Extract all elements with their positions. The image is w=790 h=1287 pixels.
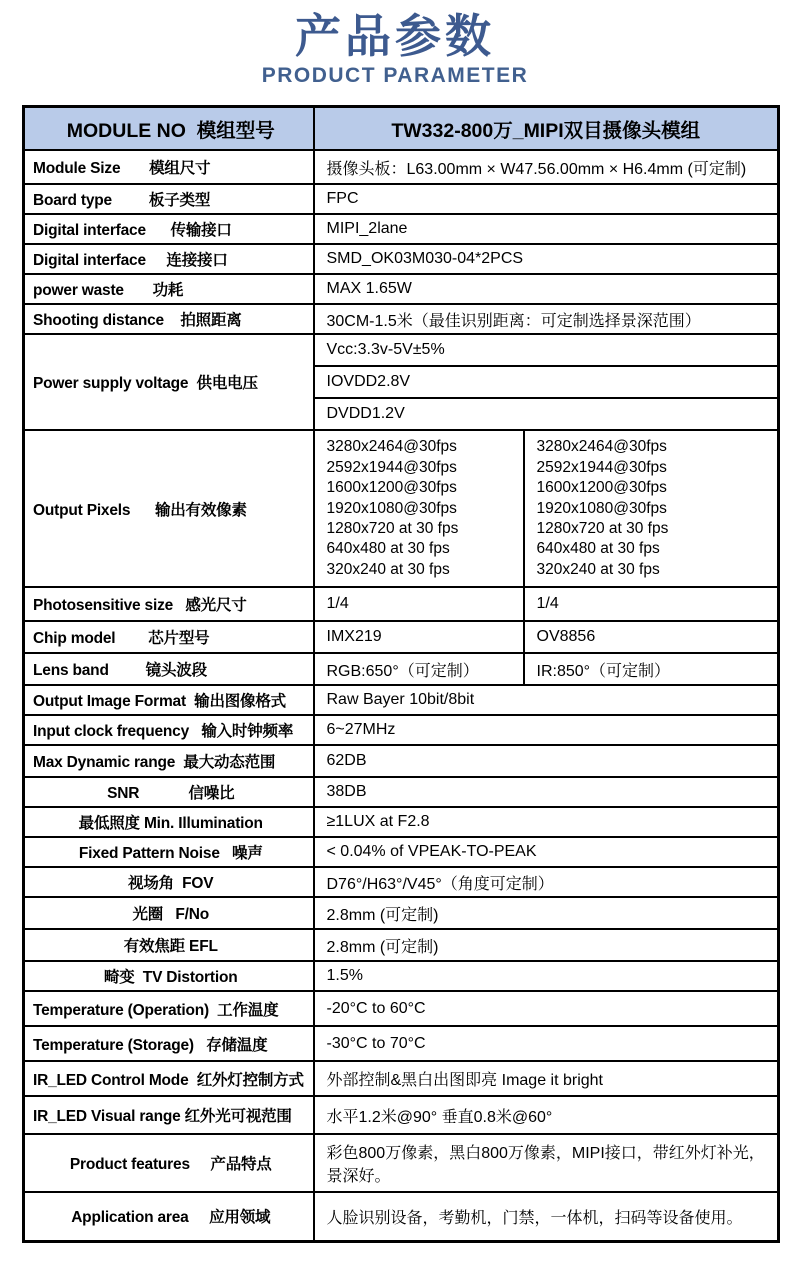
row-value: D76°/H63°/V45°（角度可定制） xyxy=(314,867,779,897)
row-snr xyxy=(24,777,779,807)
row-power-waste xyxy=(24,274,779,304)
row-value: 外部控制&黑白出图即亮 Image it bright xyxy=(314,1061,779,1096)
row-value: -20°C to 60°C xyxy=(314,991,779,1026)
row-label: Product features 产品特点 xyxy=(24,1134,314,1192)
row-value: SMD_OK03M030-04*2PCS xyxy=(314,244,779,274)
row-label: 畸变 TV Distortion xyxy=(24,961,314,991)
row-label: Max Dynamic range 最大动态范围 xyxy=(24,745,314,777)
row-value-dvdd: DVDD1.2V xyxy=(314,398,779,430)
row-value-iovdd: IOVDD2.8V xyxy=(314,366,779,398)
row-value-left: RGB:650°（可定制） xyxy=(314,653,524,685)
row-label: Temperature (Operation) 工作温度 xyxy=(24,991,314,1026)
row-photosensitive-size xyxy=(24,587,779,621)
row-value: 摄像头板：L63.00mm × W47.56.00mm × H6.4mm (可定制) xyxy=(314,150,779,184)
row-label: 最低照度 Min. Illumination xyxy=(24,807,314,837)
row-label: SNR 信噪比 xyxy=(24,777,314,807)
row-f-no xyxy=(24,897,779,929)
row-efl xyxy=(24,929,779,961)
row-board-type xyxy=(24,184,779,214)
row-value: ≥1LUX at F2.8 xyxy=(314,807,779,837)
row-value: FPC xyxy=(314,184,779,214)
row-product-features xyxy=(24,1134,779,1192)
row-temperature-storage xyxy=(24,1026,779,1061)
row-label: Board type 板子类型 xyxy=(24,184,314,214)
row-shooting-distance xyxy=(24,304,779,334)
row-ir-led-control-mode xyxy=(24,1061,779,1096)
row-value-right: 1/4 xyxy=(524,587,779,621)
row-label: Digital interface 传输接口 xyxy=(24,214,314,244)
row-label: IR_LED Visual range 红外光可视范围 xyxy=(24,1096,314,1134)
row-value: 2.8mm (可定制) xyxy=(314,897,779,929)
row-module-size xyxy=(24,150,779,184)
row-ir-led-visual-range xyxy=(24,1096,779,1134)
row-label: Output Image Format 输出图像格式 xyxy=(24,685,314,715)
row-value: MIPI_2lane xyxy=(314,214,779,244)
row-fov xyxy=(24,867,779,897)
row-power-supply-voltage xyxy=(24,334,779,366)
row-output-pixels xyxy=(24,430,779,587)
module-no-label: MODULE NO 模组型号 xyxy=(24,106,314,150)
row-label: Fixed Pattern Noise 噪声 xyxy=(24,837,314,867)
row-value: MAX 1.65W xyxy=(314,274,779,304)
row-application-area xyxy=(24,1192,779,1241)
module-no-value: TW332-800万_MIPI双目摄像头模组 xyxy=(314,106,779,150)
row-value: 6~27MHz xyxy=(314,715,779,745)
row-label: Output Pixels 输出有效像素 xyxy=(24,430,314,587)
row-chip-model xyxy=(24,621,779,653)
row-label: Lens band 镜头波段 xyxy=(24,653,314,685)
row-value-right: IR:850°（可定制） xyxy=(524,653,779,685)
row-fixed-pattern-noise xyxy=(24,837,779,867)
row-digital-interface-transfer xyxy=(24,214,779,244)
row-value: 2.8mm (可定制) xyxy=(314,929,779,961)
page-subtitle: PRODUCT PARAMETER xyxy=(261,63,529,87)
output-pixels-right: 3280x2464@30fps 2592x1944@30fps 1600x1200@30fps 1920x1080@30fps 1280x720 at 30 fps 640x480 at 30 fps 320x240 at 30 fps xyxy=(524,430,779,587)
spec-table xyxy=(22,105,780,1243)
row-label: 视场角 FOV xyxy=(24,867,314,897)
row-label: power waste 功耗 xyxy=(24,274,314,304)
row-value: 38DB xyxy=(314,777,779,807)
row-digital-interface-connect xyxy=(24,244,779,274)
row-label: Photosensitive size 感光尺寸 xyxy=(24,587,314,621)
row-value: 彩色800万像素，黑白800万像素，MIPI接口，带红外灯补光，景深好。 xyxy=(314,1134,779,1192)
row-input-clock-frequency xyxy=(24,715,779,745)
page-header xyxy=(0,0,790,88)
row-value: 1.5% xyxy=(314,961,779,991)
row-label: Application area 应用领域 xyxy=(24,1192,314,1241)
page-title: 产品参数 xyxy=(295,10,495,62)
row-label: 有效焦距 EFL xyxy=(24,929,314,961)
row-value: -30°C to 70°C xyxy=(314,1026,779,1061)
row-label: Module Size 模组尺寸 xyxy=(24,150,314,184)
row-value-left: IMX219 xyxy=(314,621,524,653)
row-value: < 0.04% of VPEAK-TO-PEAK xyxy=(314,837,779,867)
row-label: Chip model 芯片型号 xyxy=(24,621,314,653)
row-value: Raw Bayer 10bit/8bit xyxy=(314,685,779,715)
row-max-dynamic-range xyxy=(24,745,779,777)
row-value: 人脸识别设备，考勤机，门禁，一体机，扫码等设备使用。 xyxy=(314,1192,779,1241)
row-tv-distortion xyxy=(24,961,779,991)
row-value: 水平1.2米@90° 垂直0.8米@60° xyxy=(314,1096,779,1134)
row-value-vcc: Vcc:3.3v-5V±5% xyxy=(314,334,779,366)
row-label: Digital interface 连接接口 xyxy=(24,244,314,274)
row-value-left: 1/4 xyxy=(314,587,524,621)
row-label: Input clock frequency 输入时钟频率 xyxy=(24,715,314,745)
row-label: IR_LED Control Mode 红外灯控制方式 xyxy=(24,1061,314,1096)
row-value-right: OV8856 xyxy=(524,621,779,653)
row-output-image-format xyxy=(24,685,779,715)
table-header-row xyxy=(24,106,779,150)
row-min-illumination xyxy=(24,807,779,837)
row-temperature-operation xyxy=(24,991,779,1026)
row-lens-band xyxy=(24,653,779,685)
output-pixels-left: 3280x2464@30fps 2592x1944@30fps 1600x1200@30fps 1920x1080@30fps 1280x720 at 30 fps 640x480 at 30 fps 320x240 at 30 fps xyxy=(314,430,524,587)
row-value: 30CM-1.5米（最佳识别距离：可定制选择景深范围） xyxy=(314,304,779,334)
row-label: Temperature (Storage) 存储温度 xyxy=(24,1026,314,1061)
row-label: Power supply voltage 供电电压 xyxy=(24,334,314,430)
row-label: 光圈 F/No xyxy=(24,897,314,929)
row-value: 62DB xyxy=(314,745,779,777)
row-label: Shooting distance 拍照距离 xyxy=(24,304,314,334)
